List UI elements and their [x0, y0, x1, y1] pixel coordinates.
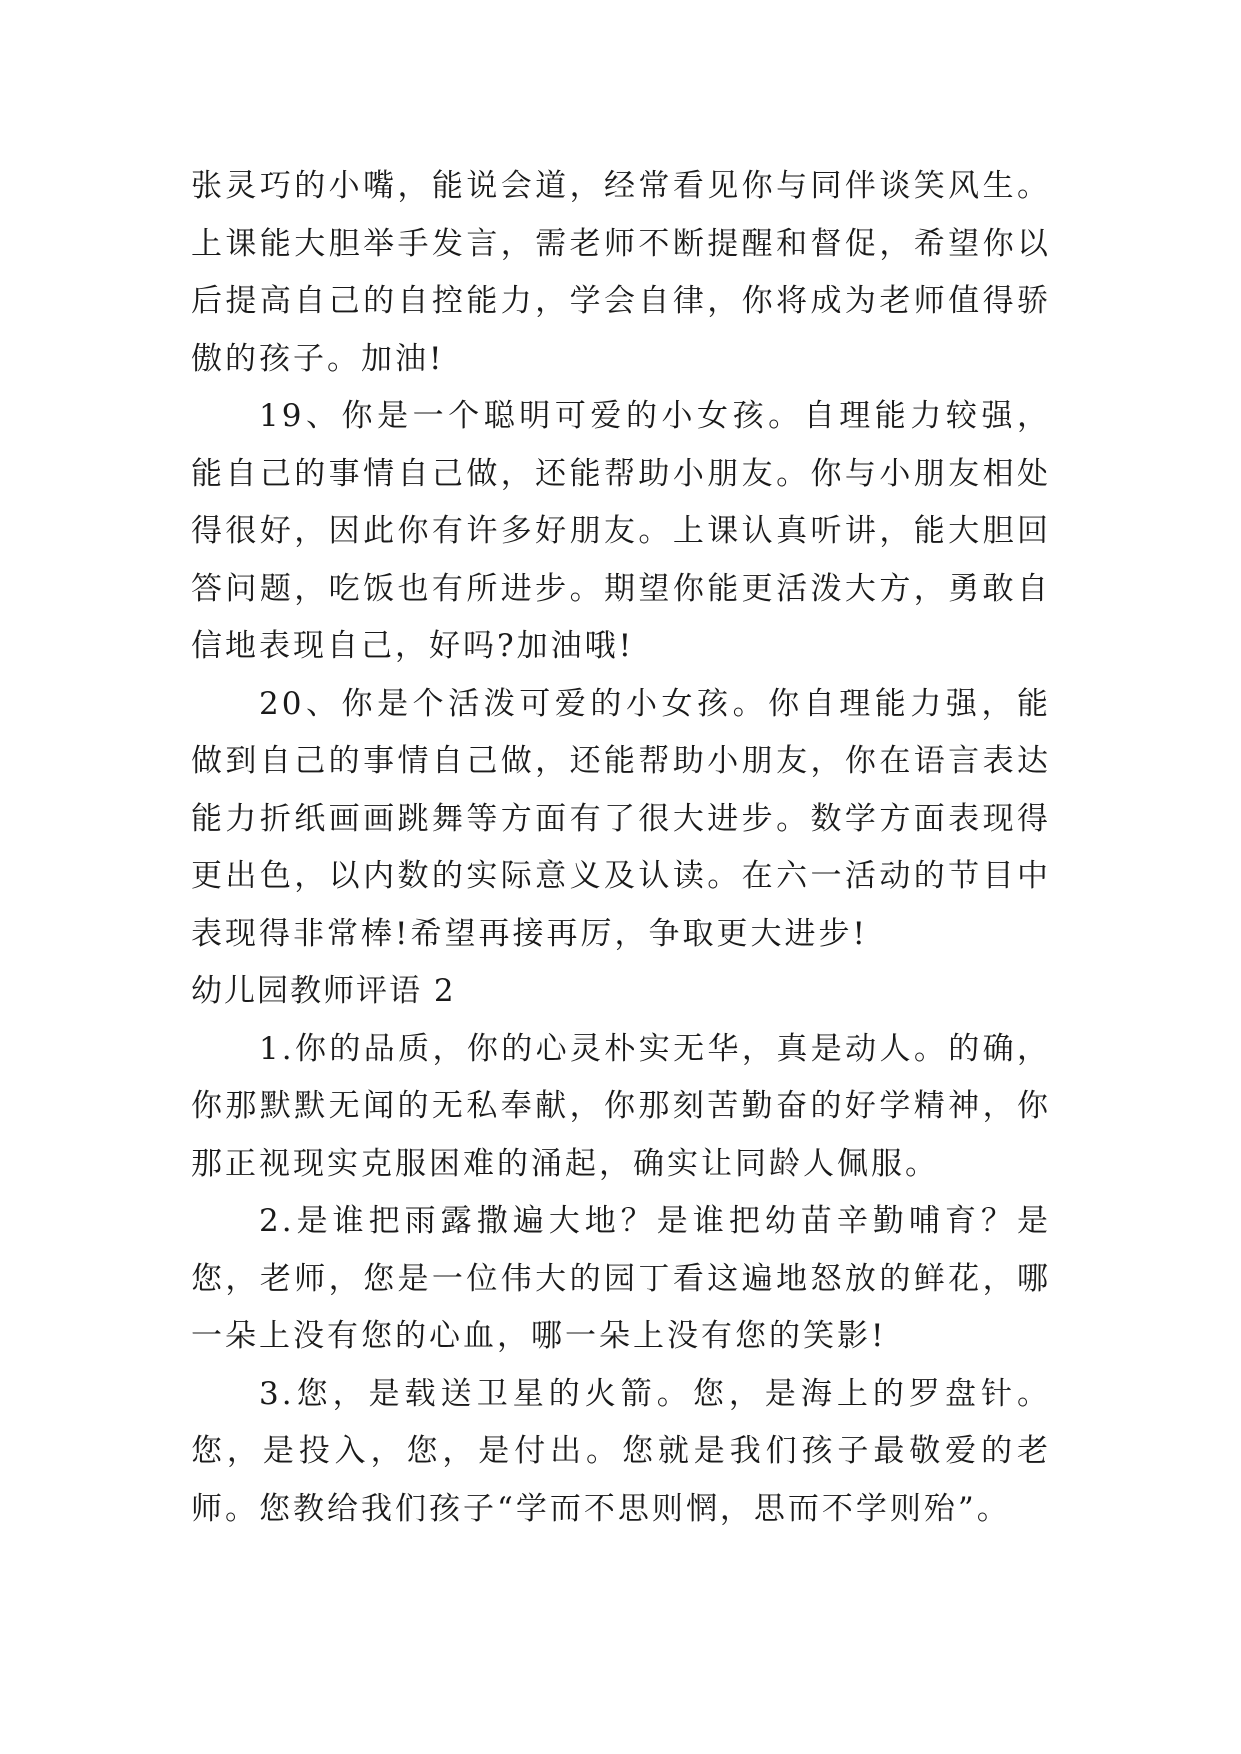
document-body — [191, 158, 1051, 1538]
paragraph-item-1: 1.你的品质，你的心灵朴实无华，真是动人。的确，你那默默无闻的无私奉献，你那刻苦勤奋的好学精神，你那正视现实克服困难的涌起，确实让同龄人佩服。 — [191, 1030, 1051, 1182]
section-title: 幼儿园教师评语 2 — [191, 973, 456, 1009]
paragraph-comment-20: 20、你是个活泼可爱的小女孩。你自理能力强，能做到自己的事情自己做，还能帮助小朋友，你在语言表达能力折纸画画跳舞等方面有了很大进步。数学方面表现得更出色，以内数的实际意义及认读。在六一活动的节目中表现得非常棒!希望再接再厉，争取更大进步! — [191, 685, 1051, 952]
paragraph-item-2: 2.是谁把雨露撒遍大地？是谁把幼苗辛勤哺育？是您，老师，您是一位伟大的园丁看这遍地怒放的鲜花，哪一朵上没有您的心血，哪一朵上没有您的笑影! — [191, 1203, 1051, 1354]
paragraph-comment-19: 19、你是一个聪明可爱的小女孩。自理能力较强，能自己的事情自己做，还能帮助小朋友。你与小朋友相处得很好，因此你有许多好朋友。上课认真听讲，能大胆回答问题，吃饭也有所进步。期望你能更活泼大方，勇敢自信地表现自己，好吗?加油哦! — [191, 398, 1051, 664]
paragraph-item-3: 3.您，是载送卫星的火箭。您，是海上的罗盘针。您，是投入，您，是付出。您就是我们孩子最敬爱的老师。您教给我们孩子“学而不思则惘，思而不学则殆”。 — [191, 1375, 1051, 1527]
paragraph-continuation: 张灵巧的小嘴，能说会道，经常看见你与同伴谈笑风生。上课能大胆举手发言，需老师不断提醒和督促，希望你以后提高自己的自控能力，学会自律，你将成为老师值得骄傲的孩子。加油! — [191, 168, 1051, 377]
